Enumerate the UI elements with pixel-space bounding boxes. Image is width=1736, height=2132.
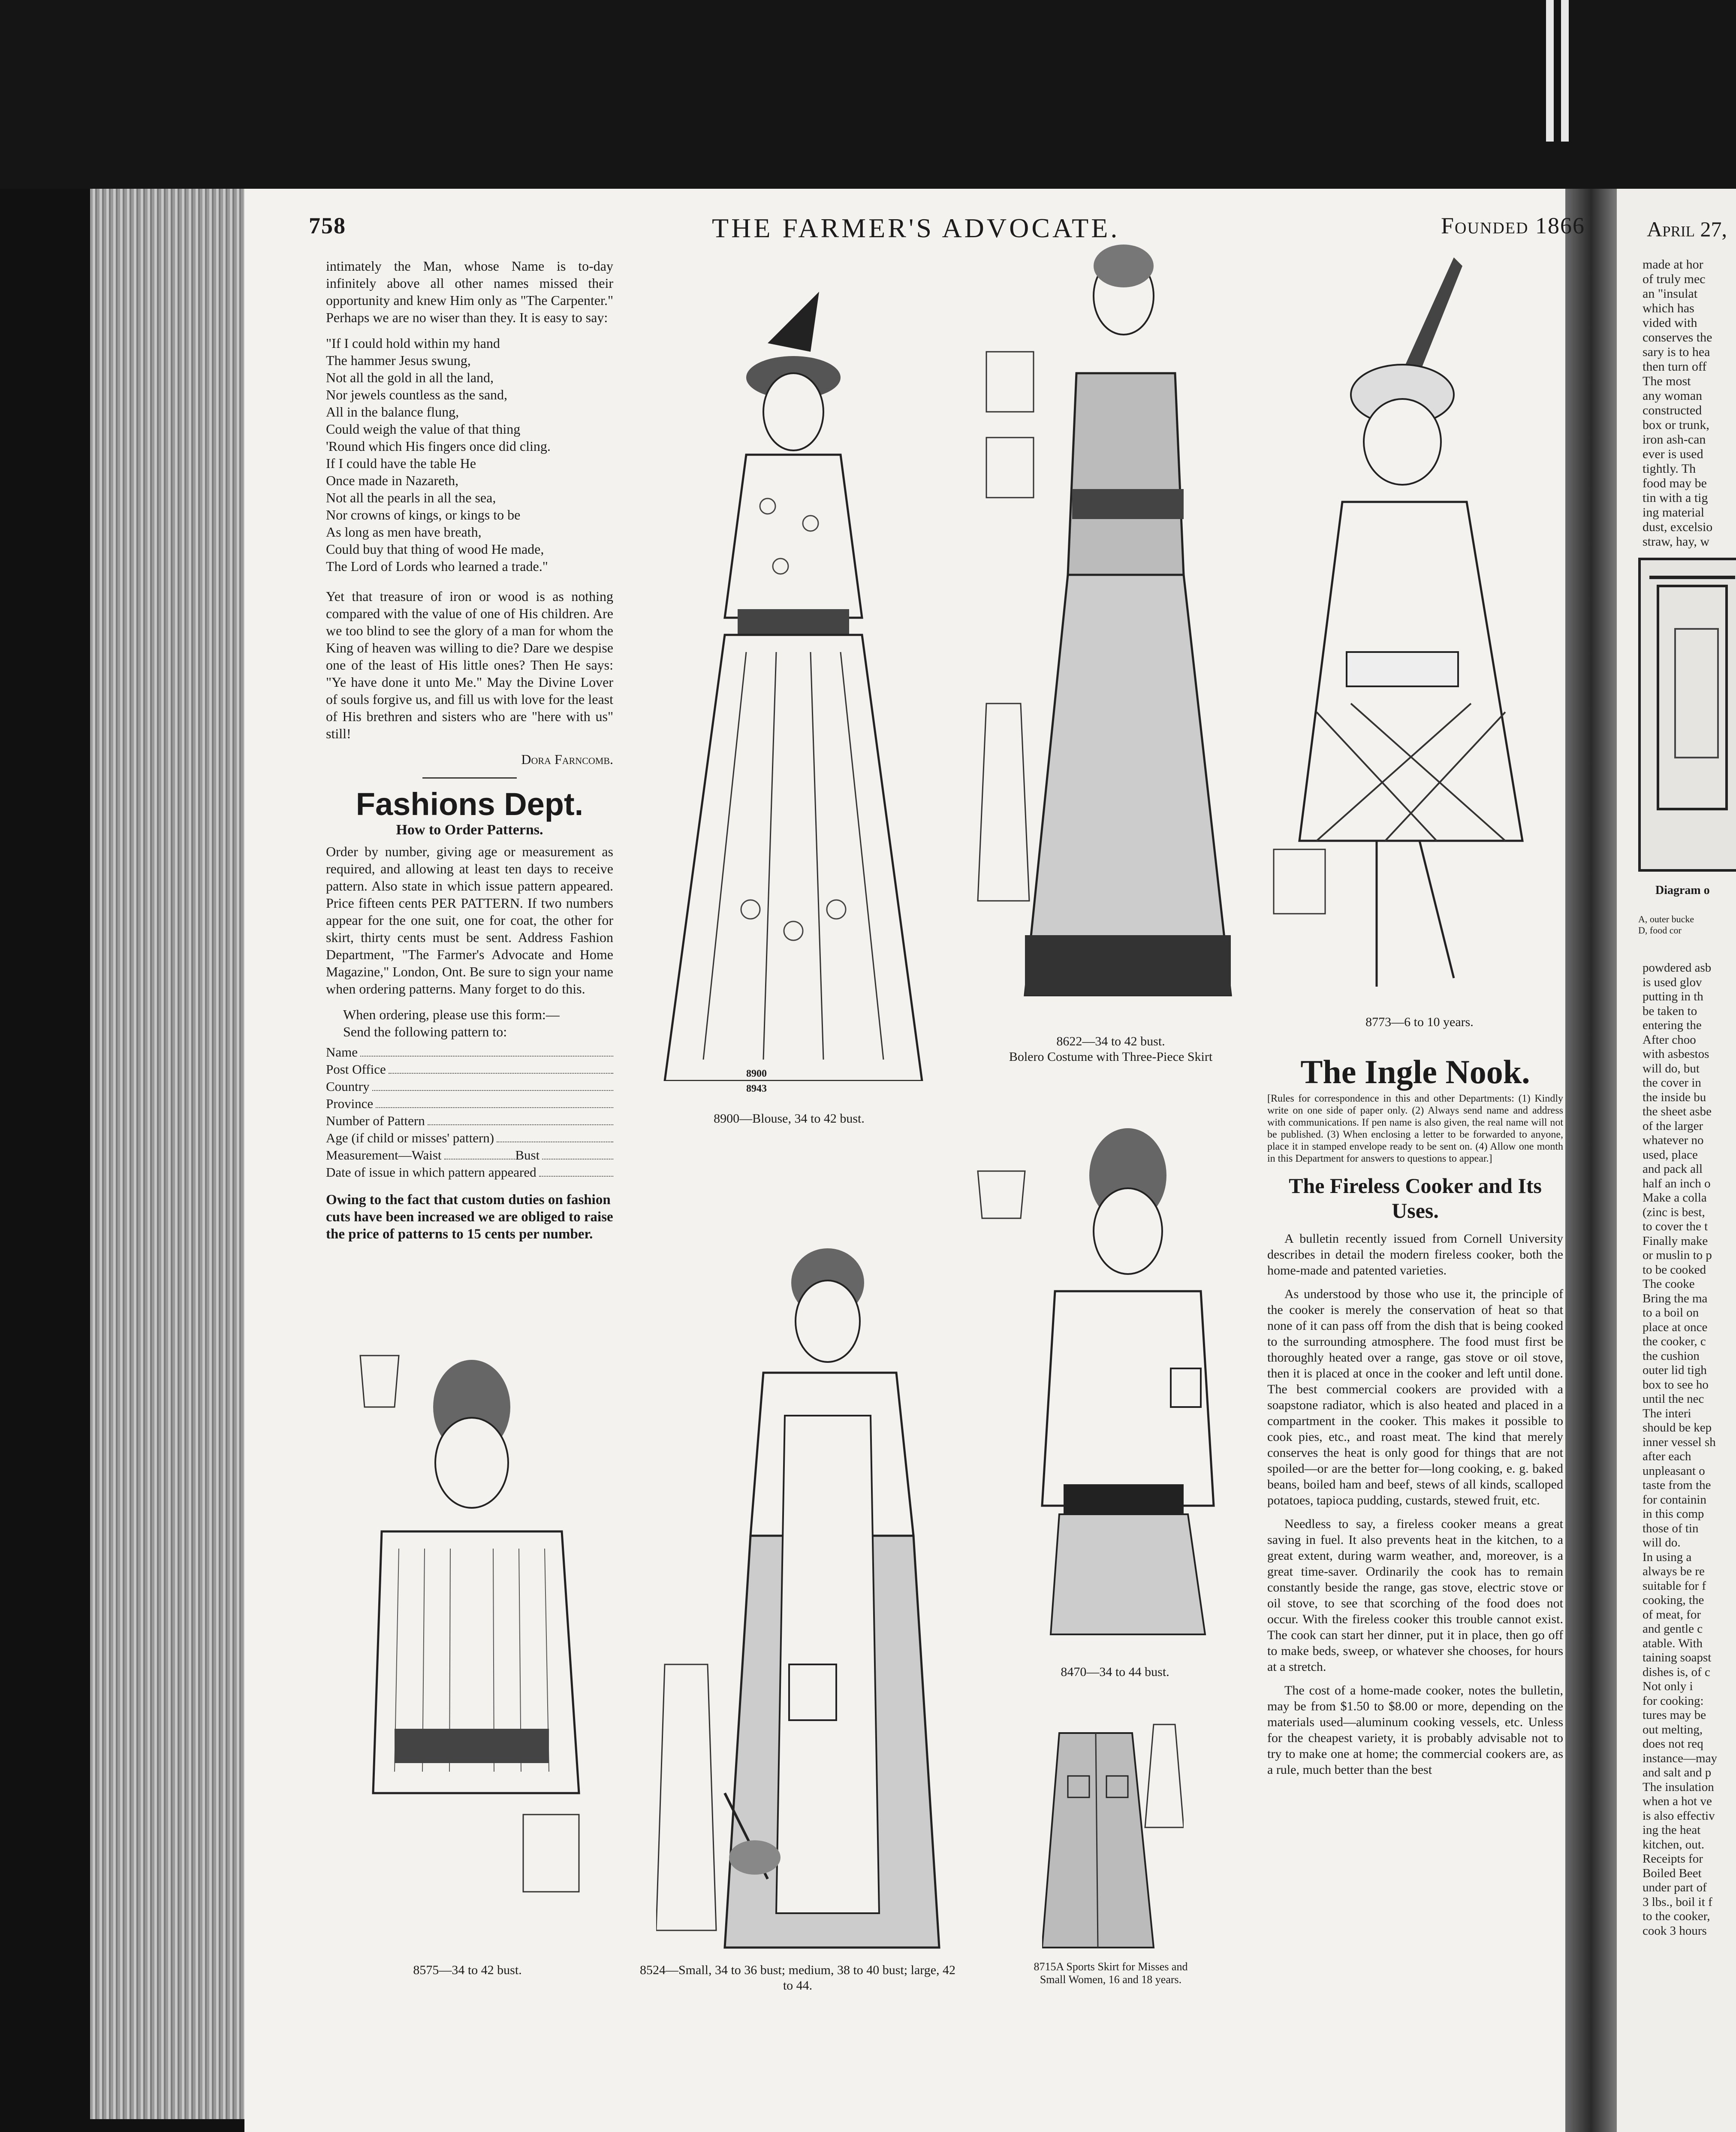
order-instructions: Order by number, giving age or measurement as required, and allowing at least ten days to receive pattern. Also state in which issue pattern appeared. Price fifteen cents PER PATTERN. If two numbers appear for the one suit, one for coat, the other for skirt, thirty cents must be sent. Address Fashion Department, "The Farmer's Advocate and Home Magazine," London, Ont. Be sure to sign your name when ordering patterns. Many forget to do this.: [326, 844, 613, 997]
caption-8575: 8575—34 to 42 bust.: [413, 1963, 522, 1977]
page-number: 758: [309, 213, 346, 239]
divider: [422, 777, 517, 779]
custom-duties-note: Owing to the fact that custom duties on fashion cuts have been increased we are obliged to raise the price of patterns to 15 cents per number.: [326, 1192, 613, 1242]
form-name-line[interactable]: Name: [326, 1044, 613, 1061]
diagram-legend: A, outer bucke D, food cor: [1638, 914, 1694, 936]
scan-glare-right: [1561, 0, 1569, 142]
caption-8900: 8900—Blouse, 34 to 42 bust.: [714, 1111, 865, 1126]
caption-8715A: 8715A Sports Skirt for Misses and Small Women, 16 and 18 years.: [1034, 1960, 1188, 1986]
send-following-text: Send the following pattern to:: [343, 1024, 507, 1039]
caption-8773: 8773—6 to 10 years.: [1365, 1015, 1474, 1029]
left-column: [326, 257, 613, 1243]
article-paragraph-4: The cost of a home-made cooker, notes the bulletin, may be from $1.50 to $8.00 or more, depending on the materials used—aluminum cooking vessels, etc. Unless for the cheapest variety, it is probably advisable not to try to make one at home; the commercial cookers are, as a rule, much better than the best: [1267, 1683, 1563, 1777]
form-pattern-number-line[interactable]: Number of Pattern: [326, 1112, 613, 1129]
article-paragraph-1: A bulletin recently issued from Cornell University describes in detail the modern fireless cooker, both the home-made and patented varieties.: [1267, 1232, 1563, 1277]
caption-8524: 8524—Small, 34 to 36 bust; medium, 38 to 40 bust; large, 42 to 44.: [639, 1963, 956, 1993]
scan-glare-left: [1546, 0, 1554, 142]
fashion-illustration-child-8773: [1265, 240, 1548, 1021]
fashions-dept-heading: Fashions Dept.: [356, 786, 584, 822]
fashion-illustration-blouse-8900: [639, 266, 948, 1081]
page-title: THE FARMER'S ADVOCATE.: [712, 213, 1120, 243]
figure-number-8900: 8900: [746, 1068, 767, 1079]
ingle-nook-column: [1267, 1053, 1563, 1785]
fashion-illustration-blouse-8470: [973, 1120, 1257, 1652]
caption-8622: 8622—34 to 42 bust. Bolero Costume with Three-Piece Skirt: [1009, 1034, 1213, 1064]
ingle-nook-heading: The Ingle Nook.: [1300, 1053, 1530, 1090]
form-date-of-issue-line[interactable]: Date of issue in which pattern appeared: [326, 1164, 613, 1181]
how-to-order-heading: How to Order Patterns.: [396, 822, 543, 838]
form-province-line[interactable]: Province: [326, 1095, 613, 1112]
signature: Dora Farncomb.: [521, 752, 613, 767]
scan-background-top: [0, 0, 1736, 189]
correspondence-rules: [Rules for correspondence in this and other Departments: (1) Kindly write on one side of paper only. (2) Always send name and address with communications. If pen name is also given, the real name will not be published. (3) When enclosing a letter to be forwarded to anyone, place it in stamped envelope ready to be sent on. (4) Allow one month in this Department for answers to questions to appear.]: [1267, 1093, 1563, 1164]
right-page-top-text: made at hor of truly mec an "insulat which has vided with conserves the sary is to hea then turn off The most any woman constructed box or trunk, iron ash-can ever is used tightly. Th food may be tin with a tig ing material dust, excelsio straw, hay, w: [1643, 257, 1713, 549]
form-measurement-line[interactable]: Measurement—Waist Bust: [326, 1147, 613, 1164]
poem: "If I could hold within my hand The hammer Jesus swung, Not all the gold in all the land, Nor jewels countless as the sand, All in the balance flung, Could weigh the value of that thing 'Round which His fingers once did cling. If I could have the table He Once made in Nazareth, Not all the pearls in all the sea, Nor crowns of kings, or kings to be As long as men have breath, Could buy that thing of wood He made, The Lord of Lords who learned a trade.": [326, 335, 551, 574]
form-post-office-line[interactable]: Post Office: [326, 1061, 613, 1078]
fashion-illustration-bolero-8622: [973, 232, 1248, 1017]
fashion-illustration-apron-8524: [656, 1235, 982, 1965]
fashion-illustration-skirt-8715A: [1042, 1716, 1184, 1956]
form-age-line[interactable]: Age (if child or misses' pattern): [326, 1129, 613, 1147]
article-paragraph-3: Needless to say, a fireless cooker means a great saving in fuel. It also prevents heat in the kitchen, to a great extent, during warm weather, and, moreover, is a great time-saver. Ordinarily the cook has to remain constantly beside the range, gas stove, electric stove or oil stove, to see that scorching of the food does not occur. With the fireless cooker this trouble cannot exist. The cook can start her dinner, put it in place, then go off to make beds, sweep, or whatever she chooses, for hours at a stretch.: [1267, 1517, 1563, 1674]
founded-note: Founded 1866: [1441, 213, 1585, 239]
right-page-date: April 27,: [1647, 217, 1727, 241]
closing-paragraph: Yet that treasure of iron or wood is as nothing compared with the value of one of His children. Are we too blind to see the glory of a man for whom the King of heaven was willing to die? Dare we despise one of the least of His little ones? Then He says: "Ye have done it unto Me." May the Divine Lover of souls forgive us, and fill us with love for the least of His brethren and sisters who are "here with us" still!: [326, 589, 613, 741]
article-paragraph-2: As understood by those who use it, the principle of the cooker is merely the conservation of heat so that none of it can pass off from the dish that is being cooked to the surrounding atmosphere. The food must first be thoroughly heated over a range, gas stove or oil stove, then it is placed at once in the cooker and left until done. The best commercial cookers are provided with a soapstone radiator, which is also heated and placed in a compartment in the cooker. This makes it possible to cook pies, etc., and roast meat. The kind that merely conserves the heat is only good for things that are not spoiled—or are the better for—long cooking, e. g. baked beans, boiled ham and beef, stews of all kinds, scalloped potatoes, tapioca pudding, custards, stewed fruit, etc.: [1267, 1287, 1563, 1507]
form-country-line[interactable]: Country: [326, 1078, 613, 1095]
intro-paragraph: intimately the Man, whose Name is to-day infinitely above all other names missed their opportunity and knew Him only as "The Carpenter." Perhaps we are no wiser than they. It is easy to say:: [326, 258, 613, 325]
right-page-bottom-text: powdered asb is used glov putting in th be taken to entering the After choo with asbestos will do, but the cover in the inside bu the sheet asbe of the larger whatever no used, place and pack all half an inch o Make a colla (zinc is best, to cover the t Finally make or muslin to p to be cooked The cooke Bring the ma to a boil on place at once the cooker, c the cushion outer lid tigh box to see ho until the nec The interi should be kep inner vessel sh after each unpleasant o taste from the for containin in this comp those of tin will do. In using a always be re suitable for f cooking, the of meat, for and gentle c atable. With taining soapst dishes is, of c Not only i for cooking: tures may be out melting, does not req instance—may and salt and p The insulation when a hot ve is also effectiv ing the heat kitchen, out. Receipts for Boiled Beet under part of 3 lbs., boil it f to the cooker, cook 3 hours: [1643, 961, 1717, 1938]
figure-number-8943: 8943: [746, 1083, 767, 1094]
fireless-cooker-diagram: [1638, 558, 1736, 872]
caption-8470: 8470—34 to 44 bust.: [1061, 1665, 1169, 1679]
fashion-illustration-blouse-8575: [330, 1343, 630, 1960]
book-gutter: [1565, 189, 1617, 2132]
diagram-caption: Diagram o: [1655, 884, 1710, 897]
fireless-cooker-heading: The Fireless Cooker and Its Uses.: [1289, 1174, 1542, 1223]
when-ordering-text: When ordering, please use this form:—: [343, 1007, 560, 1022]
book-page-edges: [90, 189, 253, 2119]
